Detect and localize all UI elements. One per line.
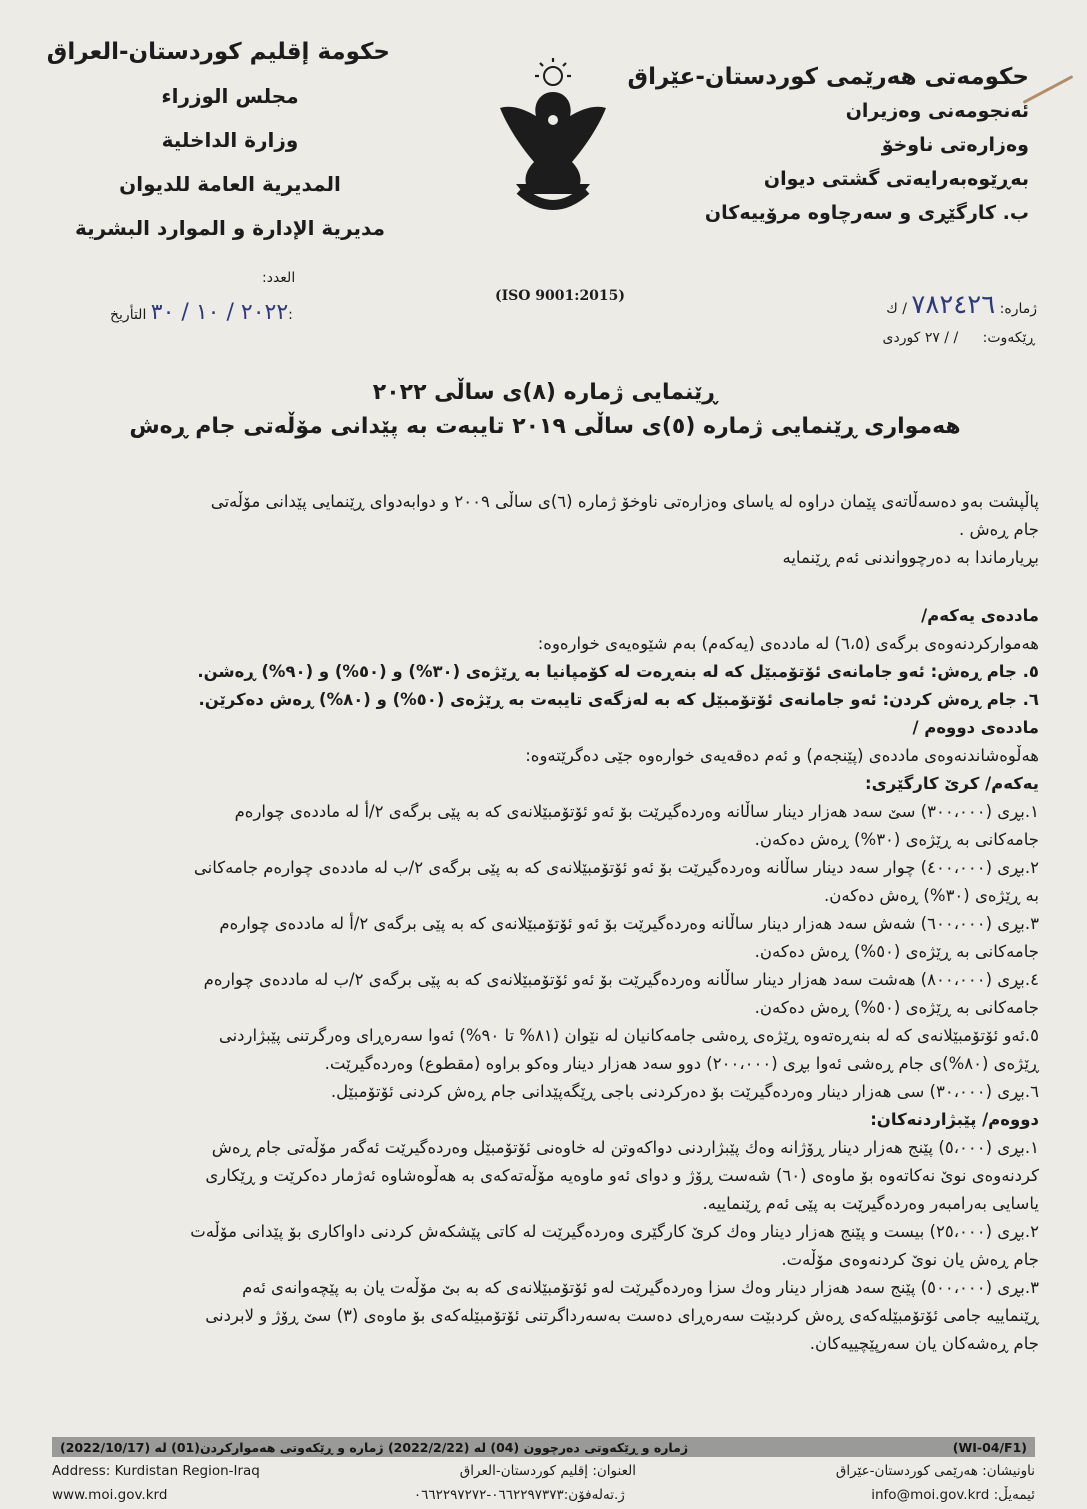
header-arabic-line: مجلس الوزراء (161, 84, 299, 108)
intro-line: بڕیارماندا بە دەرچوواندنی ئەم ڕێنمایە (782, 548, 1039, 567)
article-1-line: ٦. جام ڕەش کردن: ئەو جامانەی ئۆتۆمبێل کە بە لەزگەی تایبەت بە ڕێژەی (٥٠%) و (٨٠%) ڕەش دەکرێن. (198, 690, 1039, 709)
address-arabic: العنوان: إقليم كوردستان-العراق (459, 1463, 636, 1479)
reference-date (883, 330, 1036, 346)
article-2-line: ٤.بڕی (٨٠٠،٠٠٠) هەشت سەد هەزار دینار ساڵانە وەردەگیرێت بۆ ئەو ئۆتۆمبێلانەی کە بە پێی برگەی ٢/ب لە ماددەی چوارەم (203, 970, 1039, 989)
document-title: ڕێنمایی ژمارە (٨)ی ساڵی ٢٠٢٢ (372, 380, 718, 405)
article-2-line: ٣.بڕی (٥٠٠،٠٠٠) پێنج سەد هەزار دینار وەك سزا وەردەگیرێت لەو ئۆتۆمبێلانەی کە بە بێ مۆڵەت یان بە پێچەوانەی ئەم (242, 1278, 1039, 1297)
header-kurdish (627, 60, 1029, 230)
article-2-line: ١.بڕی (٣٠٠،٠٠٠) سێ سەد هەزار دینار ساڵانە وەردەگیرێت بۆ ئەو ئۆتۆمبێلانەی کە بە پێی برگەی ٢/أ لە ماددەی چوارەم (234, 802, 1039, 821)
article-2-line: جامەکانی بە ڕێژەی (٣٠%) ڕەش دەکەن. (754, 830, 1039, 849)
article-2-line: ٢.بڕی (٤٠٠،٠٠٠) چوار سەد دینار ساڵانە وەردەگیرێت بۆ ئەو ئۆتۆمبێلانەی کە بە پێی برگەی ٢/ب لە ماددەی چوارەم جامەکانی (193, 858, 1039, 877)
article-2-line: کردنەوەی نوێ نەکاتەوە بۆ ماوەی (٦٠) شەست ڕۆژ و دوای ئەو ماوەیە مۆڵەتەکەی بە هەڵوەشاوە ئەژمار دەکرێت و ڕێکاری (205, 1166, 1039, 1185)
header-arabic-line: مديرية الإدارة و الموارد البشرية (75, 216, 385, 240)
article-2-line: ڕێنماییە جامی ئۆتۆمبێلەکەی ڕەش کردبێت سەرەڕای دەست بەسەرداگرتنی ئۆتۆمبێلەکەی بۆ ماوەی (٣) سێ ڕۆژ و لابردنی (205, 1306, 1039, 1325)
article-2-heading: ماددەی دووەم / (912, 718, 1039, 737)
pen-mark (1023, 75, 1074, 104)
phone: ژ.تەلەفۆن:٠٦٦٢٢٩٧٣٧٣-٠٦٦٢٢٩٧٢٧٢ (413, 1487, 625, 1503)
section-heading: دووەم/ پێبژاردنەکان: (870, 1110, 1039, 1129)
number-label: ژمارە: (999, 301, 1037, 317)
address-kurdish: ناونیشان: هەرێمی کوردستان-عێراق (835, 1463, 1035, 1479)
address-english: Address: Kurdistan Region-Iraq (52, 1463, 260, 1479)
header-kurdish-line: حکومەتی هەرێمی کوردستان-عێراق (627, 64, 1029, 90)
date-value-handwritten: ٢٠٢٢ / ١٠ / ٣٠ (150, 300, 289, 325)
article-1-heading: ماددەی یەکەم/ (921, 606, 1039, 625)
article-2-line: ١.بڕی (٥،٠٠٠) پێنج هەزار دینار ڕۆژانە وەك پێبژاردنی دواکەوتن لە خاوەنی ئۆتۆمبێل وەردەگیرێت ئەگەر مۆڵەتی جام ڕەش (211, 1138, 1039, 1157)
header-arabic (46, 30, 390, 250)
date-label: ڕێکەوت: (982, 330, 1035, 346)
section-heading: یەکەم/ کرێ کارگێری: (865, 774, 1039, 793)
revision-text: ژمارە و ڕێکەوتی دەرچوون (04) لە (2022/2/22) ژمارە و ڕێکەوتی هەموارکردن(01) لە (2022/10/17) (60, 1439, 689, 1455)
document-subtitle: هەمواری ڕێنمایی ژمارە (٥)ی ساڵی ٢٠١٩ تایبەت بە پێدانی مۆڵەتی جام ڕەش (129, 414, 961, 439)
form-code: (WI-04/F1) (952, 1439, 1027, 1455)
arabic-date (88, 300, 293, 325)
email: ئیمەیڵ: info@moi.gov.krd (871, 1487, 1035, 1503)
header-kurdish-line: ب. کارگێڕی و سەرچاوە مرۆییەکان (704, 202, 1029, 224)
arabic-date-label: التأريخ: (110, 307, 293, 323)
date-value: / / ٢٧ کوردی (882, 330, 959, 346)
header-kurdish-line: بەڕێوەبەرایەتی گشتی دیوان (763, 168, 1029, 190)
footer-address-row (52, 1463, 1035, 1479)
article-2-line: بە ڕێژەی (٣٠%) ڕەش دەکەن. (824, 886, 1039, 905)
document-footer (52, 1437, 1035, 1509)
iso-certification: (ISO 9001:2015) (494, 288, 626, 304)
header-kurdish-line: وەزارەتی ناوخۆ (881, 134, 1029, 156)
kurdistan-government-emblem (478, 58, 628, 228)
document-body (49, 488, 1039, 1358)
article-1-line: ٥. جام ڕەش: ئەو جامانەی ئۆتۆمبێل کە لە بنەڕەت لە کۆمپانیا بە ڕێژەی (٣٠%) و (٥٠%) و (٩٠%) ڕەشن. (197, 662, 1039, 681)
intro-line: جام ڕەش . (958, 520, 1039, 539)
article-1-line: هەموارکردنەوەی برگەی (٦،٥) لە ماددەی (یەکەم) بەم شێوەیەی خوارەوە: (537, 634, 1039, 653)
header-kurdish-line: ئەنجومەنی وەزیران (845, 100, 1029, 122)
article-2-line: ڕێژەی (٨٠%)ی جام ڕەشی ئەوا بڕی (٢٠٠،٠٠٠) دوو سەد هەزار دینار وەکو براوە (مقطوع) وەردەگیرێت. (324, 1054, 1039, 1073)
article-2-line: ٢.بڕی (٢٥،٠٠٠) بیست و پێنج هەزار دینار وەك کرێ کارگێری وەردەگیرێت لە کاتی پێشکەش کردنی داواکاری بۆ پێدانی مۆڵەت (190, 1222, 1039, 1241)
header-arabic-line: وزارة الداخلية (161, 128, 299, 152)
article-2-line: جام ڕەش یان نوێ کردنەوەی مۆڵەت. (781, 1250, 1039, 1269)
article-2-line: هەڵوەشاندنەوەی ماددەی (پێنجەم) و ئەم دەقەیەی خوارەوە جێی دەگرێتەوە: (525, 746, 1039, 765)
article-2-line: ٥.ئەو ئۆتۆمبێلانەی کە لە بنەڕەتەوە ڕێژەی ڕەشی جامەکانیان لە نێوان (٨١% تا ٩٠%) ئەوا سەرەڕای وەرگرتنی پێبژاردنی (218, 1026, 1039, 1045)
arabic-number-label: العدد: (262, 270, 296, 286)
article-2-line: جام ڕەشەکان یان سەرپێچییەکان. (809, 1334, 1039, 1353)
footer-revision-bar (52, 1437, 1035, 1457)
footer-contact-row (52, 1487, 1035, 1503)
header-arabic-line: حكومة إقليم كوردستان-العراق (46, 39, 390, 65)
header-arabic-line: المديرية العامة للديوان (119, 172, 341, 196)
article-2-line: ٦.بڕی (٣٠،٠٠٠) سی هەزار دینار وەردەگیرێت بۆ دەرکردنی باجی ڕێگەپێدانی جام ڕەش کردنی ئۆتۆمبێل. (330, 1082, 1039, 1101)
article-2-line: جامەکانی بە ڕێژەی (٥٠%) ڕەش دەکەن. (754, 942, 1039, 961)
article-2-line: یاسایی بەرامبەر وەردەگیرێت بە پێی ئەم ڕێنماییە. (702, 1194, 1039, 1213)
reference-number (886, 290, 1037, 320)
article-2-line: ٣.بڕی (٦٠٠،٠٠٠) شەش سەد هەزار دینار ساڵانە وەردەگیرێت بۆ ئەو ئۆتۆمبێلانەی کە بە پێی برگەی ٢/أ لە ماددەی چوارەم (219, 914, 1039, 933)
number-suffix: / ك (886, 301, 907, 317)
number-value-handwritten: ٧٨٢٤٢٦ (911, 290, 996, 320)
website: www.moi.gov.krd (52, 1487, 168, 1503)
article-2-line: جامەکانی بە ڕێژەی (٥٠%) ڕەش دەکەن. (754, 998, 1039, 1017)
intro-line: پاڵپشت بەو دەسەڵاتەی پێمان دراوە لە یاسای وەزارەتی ناوخۆ ژمارە (٦)ی ساڵی ٢٠٠٩ و دوابەدوای ڕێنمایی پێدانی مۆڵەتی (210, 492, 1039, 511)
